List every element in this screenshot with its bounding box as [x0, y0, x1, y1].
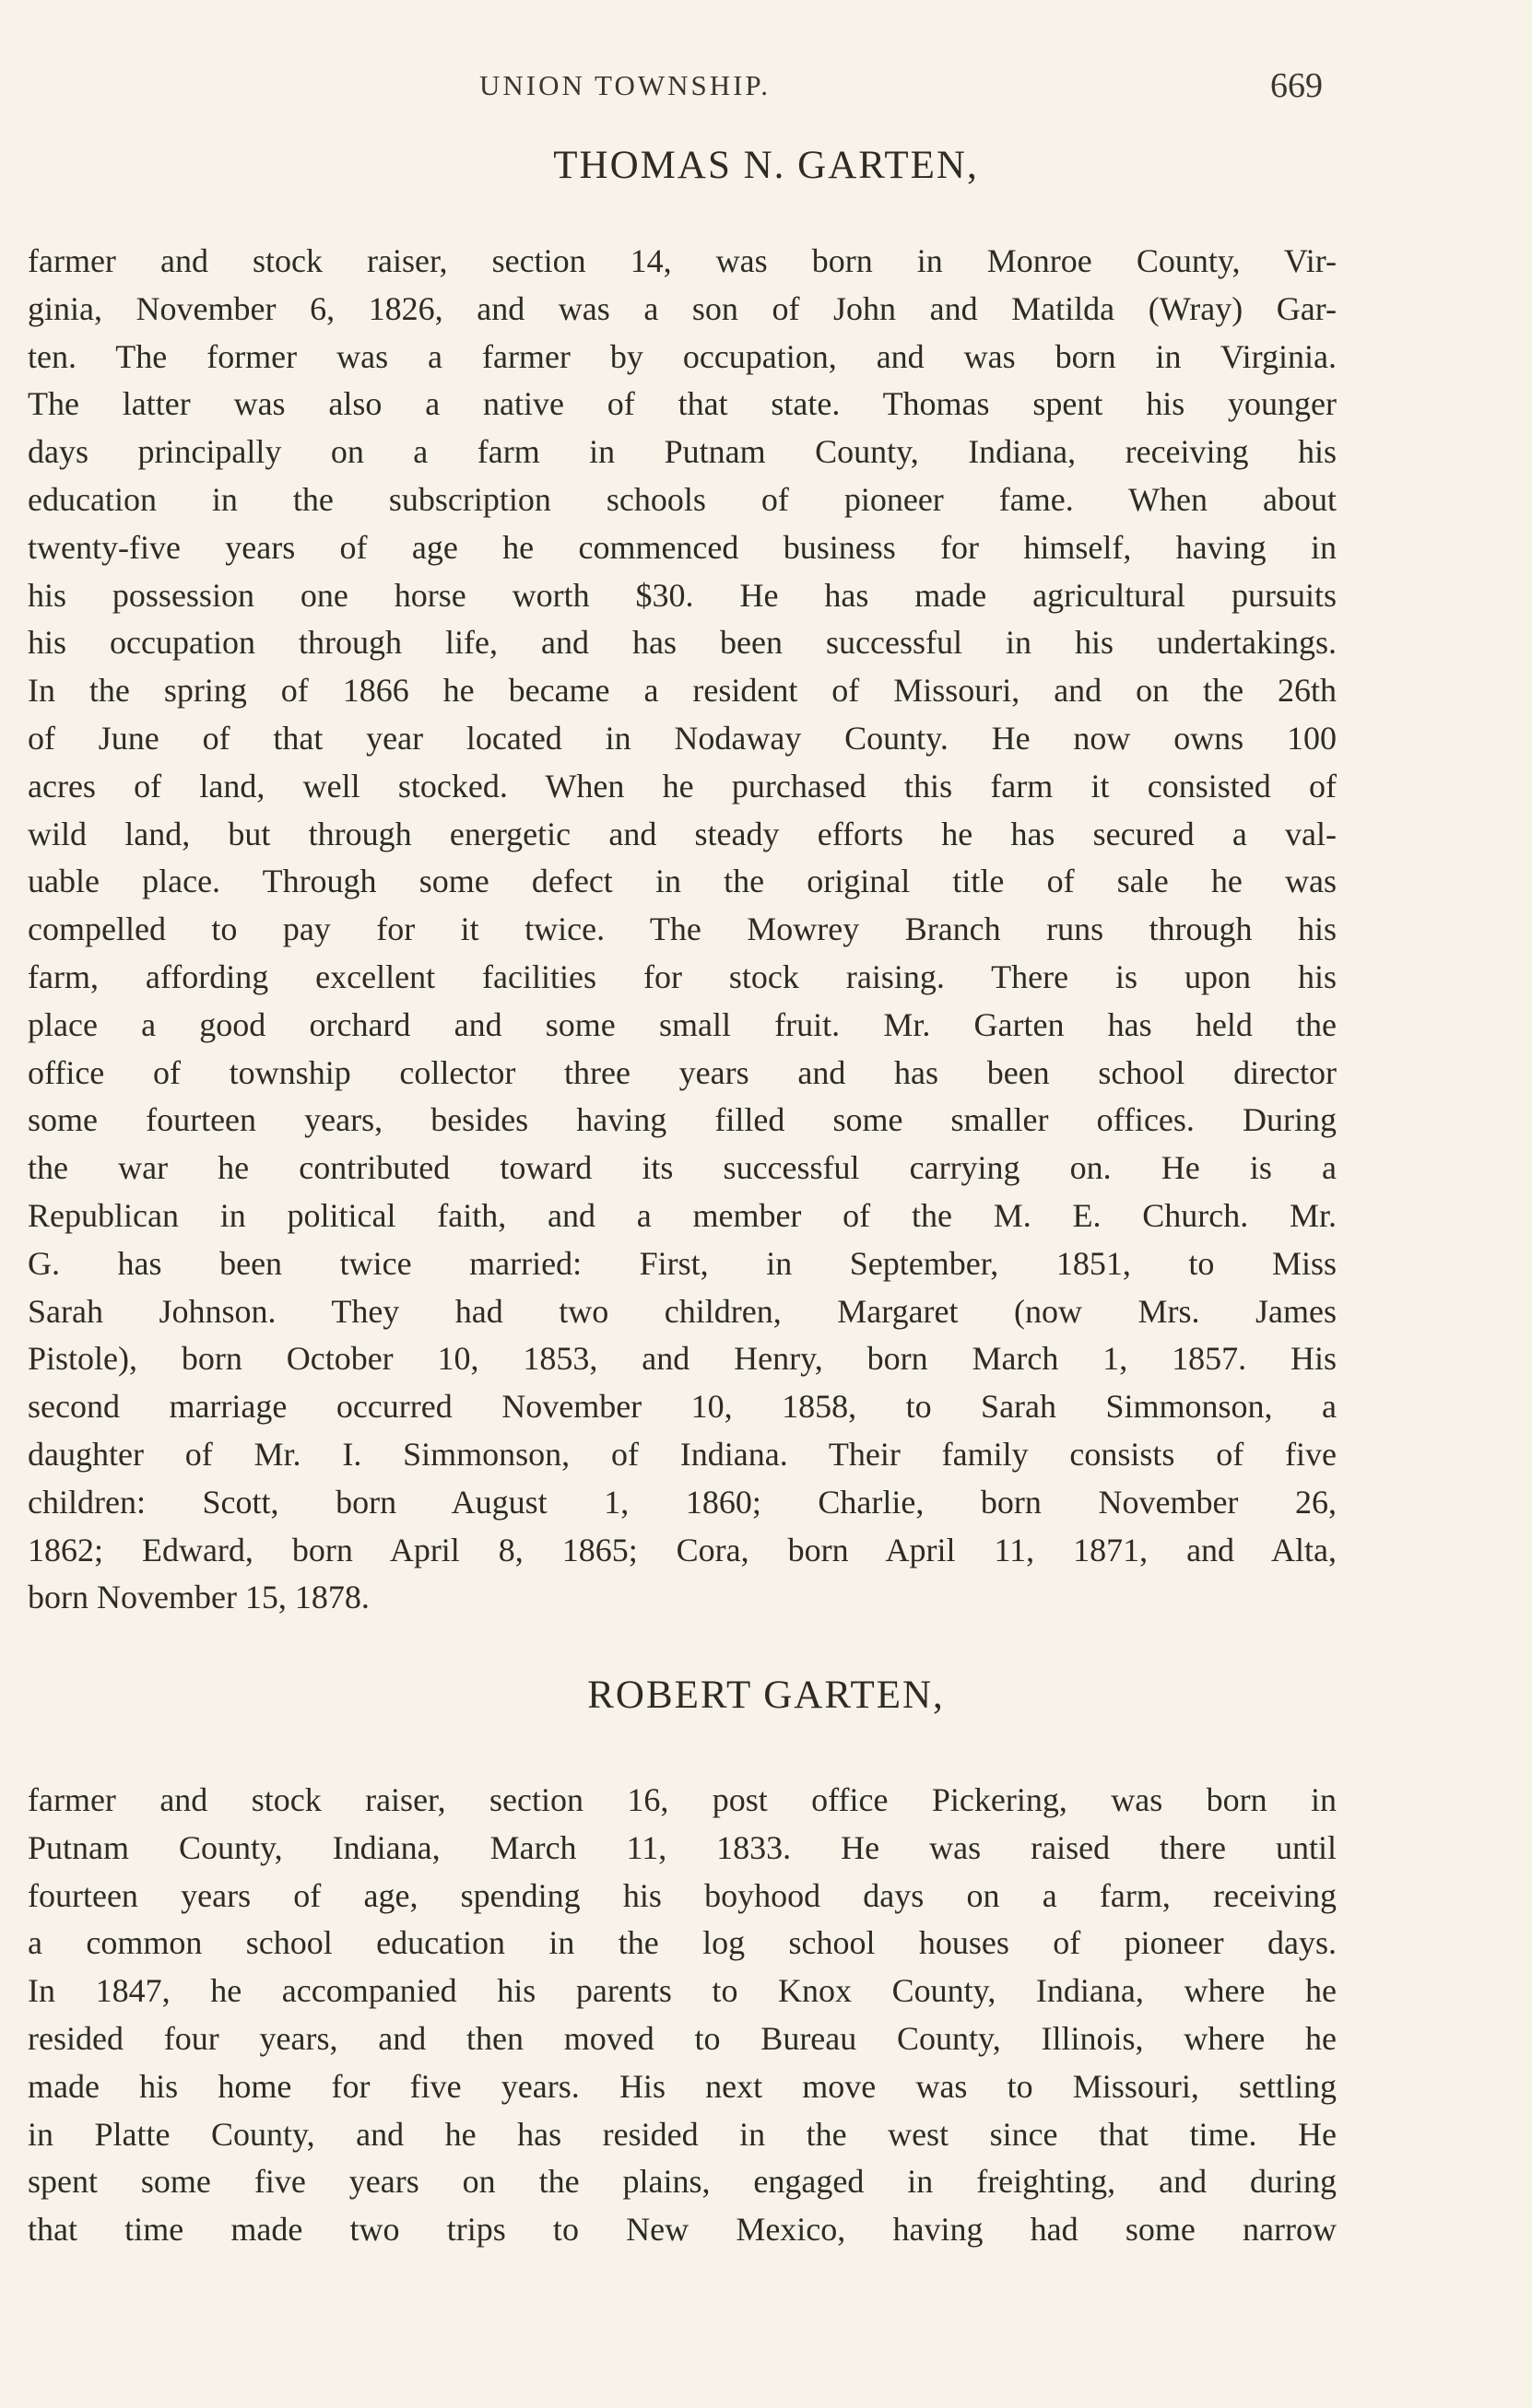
- page-number: 669: [1270, 66, 1323, 105]
- text-line: farm, affording excellent facilities for stock raising. There is upon his: [28, 957, 1337, 995]
- text-line: ten. The former was a farmer by occupation, and was born in Virginia.: [28, 337, 1337, 375]
- text-line: uable place. Through some defect in the original title of sale he was: [28, 863, 1337, 900]
- text-line: education in the subscription schools of pioneer fame. When about: [28, 480, 1337, 518]
- text-line: days principally on a farm in Putnam County, Indiana, receiving his: [28, 433, 1337, 471]
- text-line: Republican in political faith, and a member of the M. E. Church. Mr.: [28, 1196, 1337, 1234]
- text-line: some fourteen years, besides having filled some smaller offices. During: [28, 1101, 1337, 1139]
- text-line: compelled to pay for it twice. The Mowrey Branch runs through his: [28, 910, 1337, 948]
- text-line: farmer and stock raiser, section 14, was born in Monroe County, Vir-: [28, 242, 1337, 279]
- text-line: Sarah Johnson. They had two children, Margaret (now Mrs. James: [28, 1292, 1337, 1330]
- text-line: Pistole), born October 10, 1853, and Henry, born March 1, 1857. His: [28, 1340, 1337, 1378]
- text-line: made his home for five years. His next move was to Missouri, settling: [28, 2067, 1337, 2105]
- text-line: the war he contributed toward its successful carrying on. He is a: [28, 1149, 1337, 1187]
- text-line: his possession one horse worth $30. He has made agricultural pursuits: [28, 576, 1337, 614]
- text-line: farmer and stock raiser, section 16, post office Pickering, was born in: [28, 1781, 1337, 1818]
- text-line: of June of that year located in Nodaway County. He now owns 100: [28, 719, 1337, 757]
- text-line: in Platte County, and he has resided in the west since that time. He: [28, 2115, 1337, 2153]
- section-heading-robert-garten: ROBERT GARTEN,: [587, 1674, 945, 1717]
- running-header: [0, 66, 1532, 115]
- text-line: resided four years, and then moved to Bureau County, Illinois, where he: [28, 2019, 1337, 2057]
- text-line: a common school education in the log school houses of pioneer days.: [28, 1924, 1337, 1962]
- text-line: 1862; Edward, born April 8, 1865; Cora, born April 11, 1871, and Alta,: [28, 1531, 1337, 1568]
- section-heading-thomas-garten: THOMAS N. GARTEN,: [553, 144, 979, 187]
- text-line: The latter was also a native of that state. Thomas spent his younger: [28, 385, 1337, 423]
- biography-thomas-garten: [28, 238, 1337, 1622]
- text-line: his occupation through life, and has been successful in his undertakings.: [28, 624, 1337, 662]
- text-line: G. has been twice married: First, in September, 1851, to Miss: [28, 1244, 1337, 1282]
- text-line: In 1847, he accompanied his parents to Knox County, Indiana, where he: [28, 1972, 1337, 2010]
- text-line: Putnam County, Indiana, March 11, 1833. He was raised there until: [28, 1828, 1337, 1866]
- text-line: daughter of Mr. I. Simmonson, of Indiana. Their family consists of five: [28, 1435, 1337, 1473]
- running-title: UNION TOWNSHIP.: [479, 69, 771, 101]
- text-line: fourteen years of age, spending his boyhood days on a farm, receiving: [28, 1876, 1337, 1914]
- text-line: twenty-five years of age he commenced business for himself, having in: [28, 528, 1337, 566]
- text-line: office of township collector three years and has been school director: [28, 1053, 1337, 1091]
- text-line: children: Scott, born August 1, 1860; Charlie, born November 26,: [28, 1483, 1337, 1521]
- text-line: wild land, but through energetic and steady efforts he has secured a val-: [28, 815, 1337, 852]
- text-line: place a good orchard and some small fruit. Mr. Garten has held the: [28, 1005, 1337, 1043]
- text-line: second marriage occurred November 10, 1858, to Sarah Simmonson, a: [28, 1388, 1337, 1426]
- text-line: spent some five years on the plains, engaged in freighting, and during: [28, 2163, 1337, 2201]
- text-line: that time made two trips to New Mexico, having had some narrow: [28, 2211, 1337, 2249]
- biography-robert-garten: [28, 1777, 1337, 2254]
- text-line: born November 15, 1878.: [28, 1579, 370, 1616]
- text-line: ginia, November 6, 1826, and was a son of John and Matilda (Wray) Gar-: [28, 289, 1337, 327]
- text-line: acres of land, well stocked. When he purchased this farm it consisted of: [28, 767, 1337, 805]
- text-line: In the spring of 1866 he became a resident of Missouri, and on the 26th: [28, 672, 1337, 710]
